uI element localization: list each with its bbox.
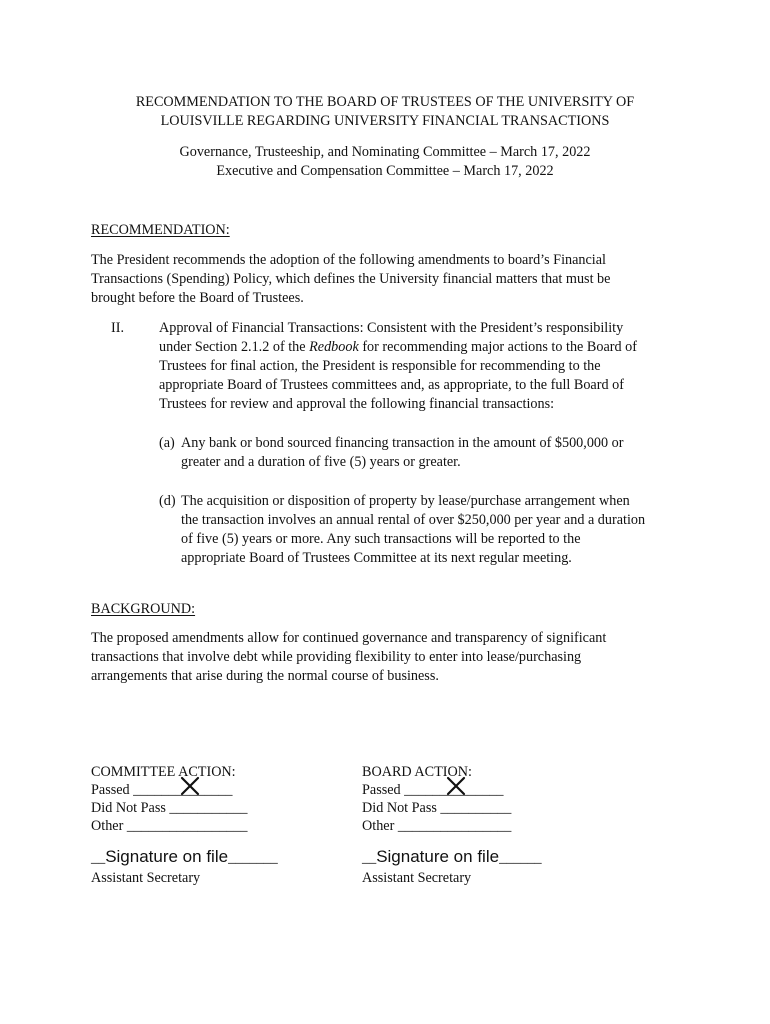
item-d-line: appropriate Board of Trustees Committee at its next regular meeting. [181, 550, 572, 566]
committee-passed-x-mark [179, 776, 201, 796]
board-passed-line: Passed ______________ [362, 782, 504, 798]
item-a-text [181, 434, 623, 472]
section-number: II. [111, 320, 124, 336]
item-a-label: (a) [159, 435, 175, 451]
item-d-line: of five (5) years or more. Any such transactions will be reported to the [181, 531, 581, 547]
committee-action-block [91, 763, 247, 835]
section-text: for recommending major actions to the Board of [358, 339, 637, 355]
section-paragraph [159, 319, 637, 414]
board-did-not-pass-line: Did Not Pass __________ [362, 800, 512, 816]
signature-underscore: ______ [499, 850, 542, 866]
section-text: under Section 2.1.2 of the [159, 339, 310, 355]
recommendation-line: brought before the Board of Trustees. [91, 290, 304, 306]
committee-passed-line: Passed ______________ [91, 782, 233, 798]
redbook-reference: Redbook [309, 339, 359, 355]
background-line: The proposed amendments allow for continued governance and transparency of significant [91, 630, 607, 646]
item-a-line: greater and a duration of five (5) years or greater. [181, 454, 461, 470]
board-signature-line [362, 846, 542, 869]
board-action-heading: BOARD ACTION: [362, 764, 472, 780]
committee-signer-title: Assistant Secretary [91, 870, 201, 886]
background-line: arrangements that arise during the normal course of business. [91, 668, 439, 684]
recommendation-paragraph [91, 251, 610, 308]
recommendation-line: The President recommends the adoption of the following amendments to board’s Financial [91, 252, 606, 268]
committee-date-line-2: Executive and Compensation Committee – March 17, 2022 [216, 163, 554, 179]
section-line: Trustees for review and approval the following financial transactions: [159, 396, 555, 412]
signature-underscore: _______ [228, 850, 278, 866]
board-other-line: Other ________________ [362, 818, 512, 834]
item-d-label: (d) [159, 493, 176, 509]
document-title-line-1: RECOMMENDATION TO THE BOARD OF TRUSTEES OF THE UNIVERSITY OF [135, 94, 635, 110]
committee-signature: Signature on file [105, 847, 229, 866]
board-signature: Signature on file [376, 847, 500, 866]
signature-underscore: __ [91, 850, 106, 866]
document-title-line-2: LOUISVILLE REGARDING UNIVERSITY FINANCIAL TRANSACTIONS [160, 113, 610, 129]
item-d-text [181, 492, 645, 568]
committee-date-line-1: Governance, Trusteeship, and Nominating Committee – March 17, 2022 [179, 144, 591, 160]
board-signer-title: Assistant Secretary [362, 870, 472, 886]
item-d-line: the transaction involves an annual rental of over $250,000 per year and a duration [181, 512, 646, 528]
board-action-block [362, 763, 511, 835]
committee-other-line: Other _________________ [91, 818, 248, 834]
recommendation-line: Transactions (Spending) Policy, which defines the University financial matters that must be [91, 271, 611, 287]
background-heading: BACKGROUND: [91, 601, 196, 617]
background-paragraph [91, 629, 606, 686]
committee-action-heading: COMMITTEE ACTION: [91, 764, 236, 780]
committee-signature-line [91, 846, 278, 869]
section-line: Trustees for final action, the President is responsible for recommending to the [159, 358, 601, 374]
item-a-line: Any bank or bond sourced financing transaction in the amount of $500,000 or [181, 435, 624, 451]
signature-underscore: __ [362, 850, 377, 866]
committee-did-not-pass-line: Did Not Pass ___________ [91, 800, 248, 816]
item-d-line: The acquisition or disposition of property by lease/purchase arrangement when [181, 493, 630, 509]
section-line: Approval of Financial Transactions: Consistent with the President’s responsibility [159, 320, 624, 336]
background-line: transactions that involve debt while providing flexibility to enter into lease/purchasing [91, 649, 582, 665]
section-line [159, 338, 637, 357]
board-passed-x-mark [445, 776, 467, 796]
section-line: appropriate Board of Trustees committees and, as appropriate, to the full Board of [159, 377, 624, 393]
recommendation-heading: RECOMMENDATION: [91, 222, 230, 238]
